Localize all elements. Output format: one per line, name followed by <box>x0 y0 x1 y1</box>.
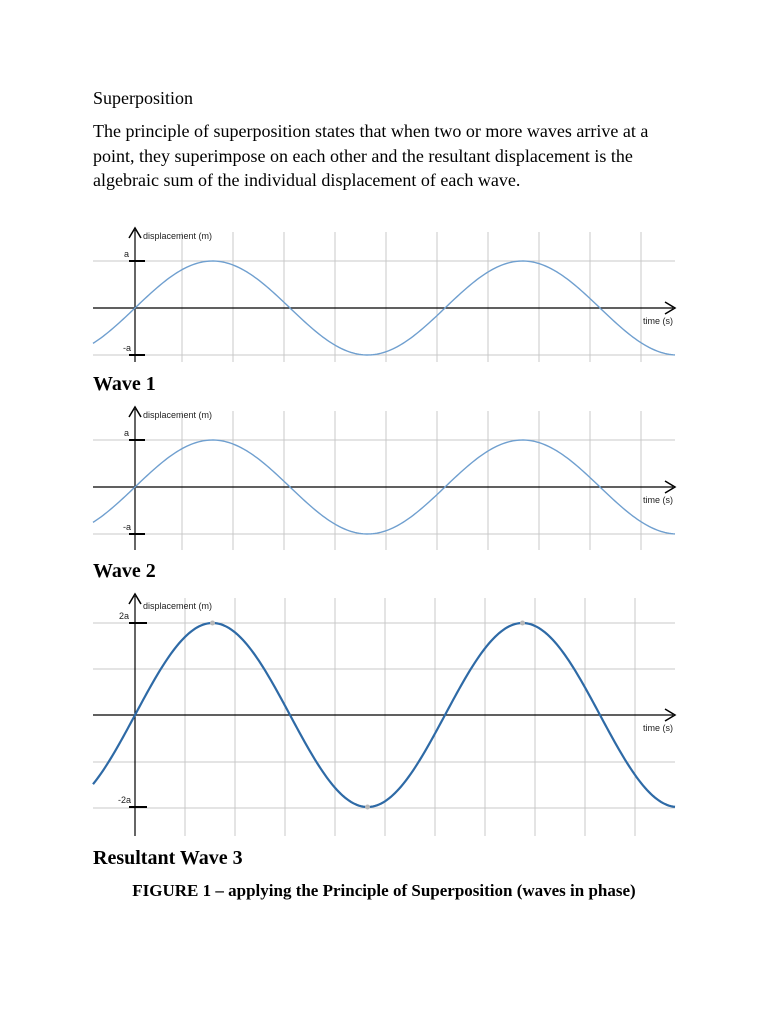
y-axis-label: displacement (m) <box>143 601 213 611</box>
peak-point <box>520 621 525 626</box>
y-tick-label-negative: -a <box>122 343 131 353</box>
y-tick-label-positive: 2a <box>118 611 129 621</box>
y-axis-arrow <box>129 228 141 238</box>
body-paragraph: The principle of superposition states that when two or more waves arrive at a point, they superimpose on each other and the resultant displacement is the algebraic sum of the individual displacement of each wave. <box>93 121 649 190</box>
y-tick-label-positive: a <box>123 249 129 259</box>
wave-2-label: Wave 2 <box>93 560 156 582</box>
wave-line <box>93 440 675 534</box>
y-tick-label-positive: a <box>123 428 129 438</box>
resultant-wave-label: Resultant Wave 3 <box>93 847 243 869</box>
x-axis-arrow <box>665 302 675 314</box>
figure-caption: FIGURE 1 – applying the Principle of Superposition (waves in phase) <box>132 881 636 900</box>
y-tick-label-negative: -2a <box>117 795 131 805</box>
x-axis-arrow <box>665 481 675 493</box>
y-axis-arrow <box>129 594 141 604</box>
peak-point <box>365 805 370 810</box>
x-axis-arrow <box>665 709 675 721</box>
x-axis-label: time (s) <box>643 316 673 326</box>
peak-point <box>210 621 215 626</box>
x-axis-label: time (s) <box>643 723 673 733</box>
wave-line <box>93 261 675 355</box>
wave-line <box>93 623 675 807</box>
y-axis-label: displacement (m) <box>143 410 213 420</box>
y-axis-arrow <box>129 407 141 417</box>
y-axis-label: displacement (m) <box>143 231 213 241</box>
x-axis-label: time (s) <box>643 495 673 505</box>
y-tick-label-negative: -a <box>122 522 131 532</box>
wave-1-label: Wave 1 <box>93 373 156 395</box>
section-heading: Superposition <box>93 88 194 108</box>
